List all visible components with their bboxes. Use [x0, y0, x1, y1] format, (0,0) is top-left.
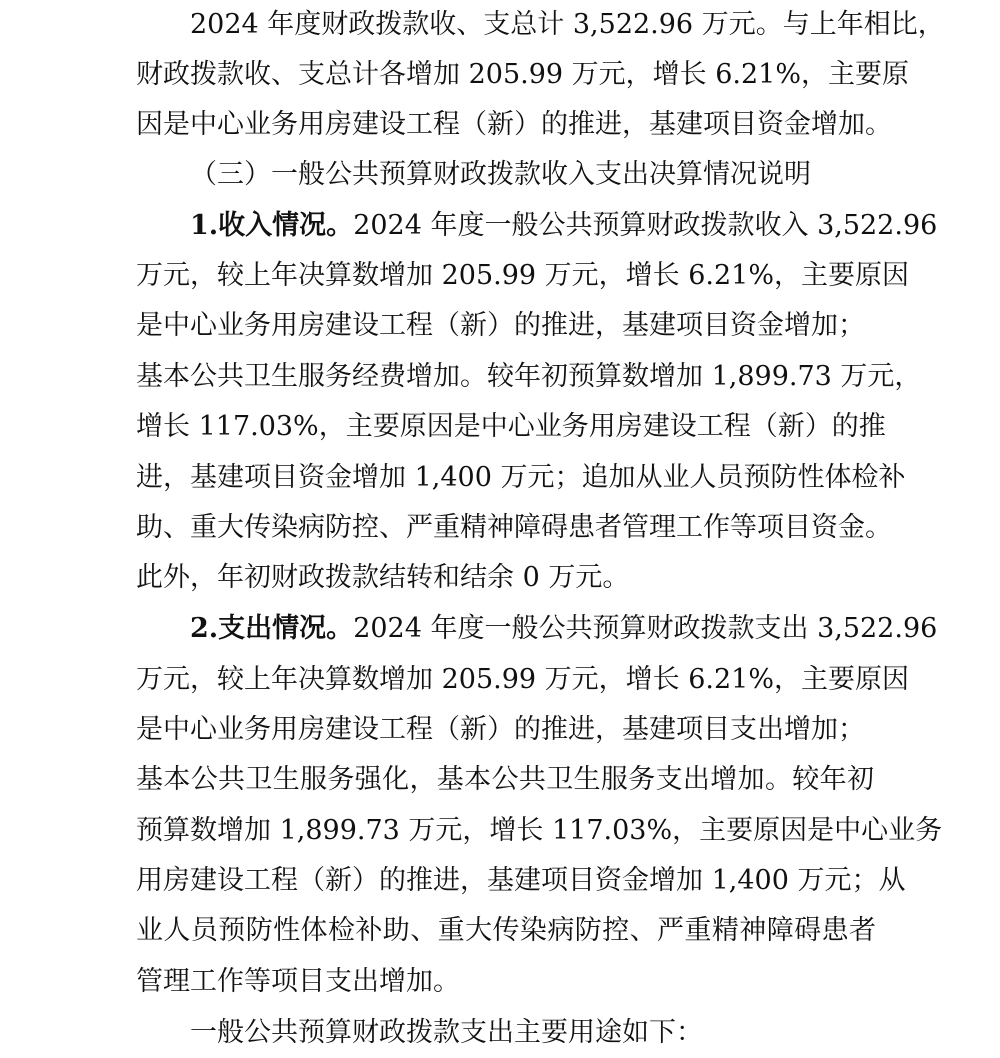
section-heading-text: （三）一般公共预算财政拨款收入支出决算情况说明 [190, 159, 811, 190]
line-text: 基本公共卫生服务强化，基本公共卫生服务支出增加。较年初 [136, 764, 874, 795]
line-text: 业人员预防性体检补助、重大传染病防控、严重精神障碍患者 [136, 915, 876, 946]
subsection-first-line [190, 201, 938, 251]
section-heading [190, 150, 811, 200]
paragraph-line [136, 50, 909, 100]
paragraph-line [136, 251, 909, 301]
paragraph-line [136, 856, 906, 906]
paragraph-line [136, 906, 876, 956]
paragraph-line [136, 755, 874, 805]
paragraph-line [136, 957, 460, 1007]
line-text: 是中心业务用房建设工程（新）的推进，基建项目支出增加； [136, 714, 865, 745]
paragraph-line [136, 806, 943, 856]
subsection-first-line [190, 604, 938, 654]
line-text: 2024 年度财政拨款收、支总计 3,522.96 万元。与上年相比， [190, 9, 945, 40]
line-text: 预算数增加 1,899.73 万元，增长 117.03%，主要原因是中心业务 [136, 815, 943, 846]
line-text: 进，基建项目资金增加 1,400 万元；追加从业人员预防性体检补 [136, 462, 906, 493]
paragraph-line [136, 301, 865, 351]
paragraph-line [136, 655, 909, 705]
paragraph-line [190, 0, 945, 50]
subsection-label-expenditure: 2.支出情况。 [190, 613, 354, 644]
line-text: 2024 年度一般公共预算财政拨款支出 3,522.96 [353, 613, 938, 644]
paragraph-line [136, 503, 890, 553]
line-text: 万元，较上年决算数增加 205.99 万元，增长 6.21%，主要原因 [136, 260, 909, 291]
line-text: 万元，较上年决算数增加 205.99 万元，增长 6.21%，主要原因 [136, 664, 909, 695]
line-text: 2024 年度一般公共预算财政拨款收入 3,522.96 [353, 210, 938, 241]
paragraph-line [136, 453, 906, 503]
line-text: 是中心业务用房建设工程（新）的推进，基建项目资金增加； [136, 310, 865, 341]
line-text: 用房建设工程（新）的推进，基建项目资金增加 1,400 万元；从 [136, 865, 906, 896]
line-text: 基本公共卫生服务经费增加。较年初预算数增加 1,899.73 万元， [136, 361, 922, 392]
paragraph-line [136, 352, 922, 402]
line-text: 助、重大传染病防控、严重精神障碍患者管理工作等项目资金。 [136, 512, 892, 543]
line-text: 此外，年初财政拨款结转和结余 0 万元。 [136, 562, 630, 593]
subsection-label-income: 1.收入情况。 [190, 210, 354, 241]
line-text: 财政拨款收、支总计各增加 205.99 万元，增长 6.21%，主要原 [136, 59, 909, 90]
line-text: 增长 117.03%，主要原因是中心业务用房建设工程（新）的推 [136, 411, 886, 442]
line-text: 管理工作等项目支出增加。 [136, 966, 460, 997]
paragraph-line [136, 553, 629, 603]
paragraph-line [136, 100, 890, 150]
line-text: 因是中心业务用房建设工程（新）的推进，基建项目资金增加。 [136, 109, 892, 140]
paragraph-line [136, 705, 865, 755]
paragraph-line [190, 1008, 703, 1058]
paragraph-line [136, 402, 886, 452]
line-text: 一般公共预算财政拨款支出主要用途如下： [190, 1017, 703, 1048]
